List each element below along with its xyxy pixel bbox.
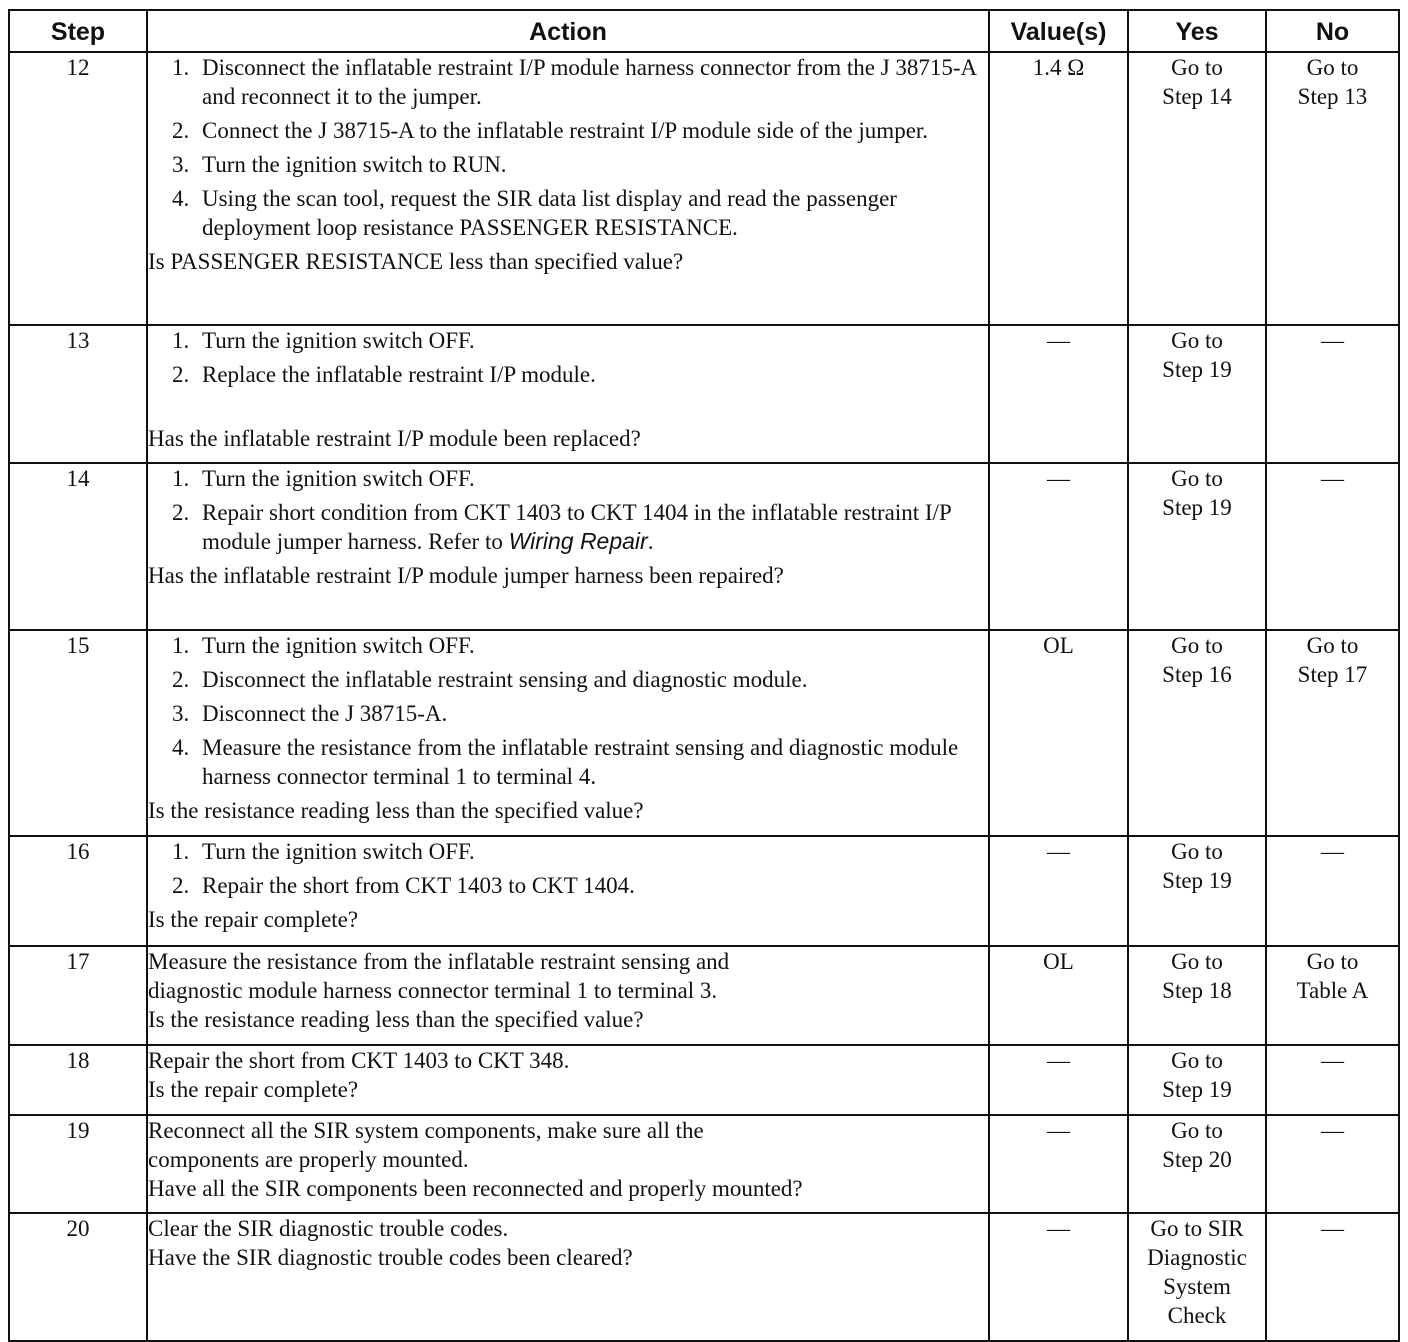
table-row: [9, 1115, 1399, 1213]
action-cell: [147, 325, 989, 463]
action-cell: [147, 1115, 989, 1213]
header-value: Value(s): [989, 10, 1128, 52]
yes-cell: Go to Step 19: [1128, 1045, 1266, 1115]
header-row: [9, 10, 1399, 52]
action-step: 4. Using the scan tool, request the SIR data list display and read the passenger deployment loop resistance PASSENGER RESISTANCE.: [172, 186, 897, 240]
action-question: Is the resistance reading less than the specified value?: [148, 798, 644, 823]
action-step: 2. Connect the J 38715-A to the inflatable restraint I/P module side of the jumper.: [172, 118, 929, 143]
no-cell: Go to Table A: [1266, 946, 1399, 1045]
action-steps: [148, 631, 988, 791]
action-question: Has the inflatable restraint I/P module jumper harness been repaired?: [148, 563, 784, 588]
step-number: 12: [9, 52, 147, 325]
table-row: [9, 1045, 1399, 1115]
yes-cell: Go to SIR Diagnostic System Check: [1128, 1213, 1266, 1341]
action-question: Is the repair complete?: [148, 1077, 359, 1102]
table-row: [9, 463, 1399, 630]
action-step: 2. Replace the inflatable restraint I/P module.: [172, 362, 596, 387]
action-steps: [148, 326, 988, 389]
action-steps: [148, 837, 988, 900]
step-number: 16: [9, 836, 147, 946]
table-row: [9, 836, 1399, 946]
no-cell: —: [1266, 463, 1399, 630]
value-cell: —: [989, 325, 1128, 463]
action-step: 3. Disconnect the J 38715-A.: [172, 701, 448, 726]
header-no: No: [1266, 10, 1399, 52]
no-cell: Go to Step 13: [1266, 52, 1399, 325]
header-step: Step: [9, 10, 147, 52]
action-line: components are properly mounted.: [148, 1147, 469, 1172]
diagnostic-table: [8, 9, 1400, 1342]
yes-cell: Go to Step 19: [1128, 325, 1266, 463]
action-line: Repair the short from CKT 1403 to CKT 348.: [148, 1048, 570, 1073]
table-row: [9, 52, 1399, 325]
action-cell: [147, 52, 989, 325]
yes-cell: Go to Step 19: [1128, 836, 1266, 946]
no-cell: Go to Step 17: [1266, 630, 1399, 836]
table-row: [9, 1213, 1399, 1341]
wiring-repair-reference: Wiring Repair: [508, 528, 648, 554]
yes-cell: Go to Step 14: [1128, 52, 1266, 325]
step-number: 13: [9, 325, 147, 463]
table-row: [9, 946, 1399, 1045]
action-question: Is the resistance reading less than the specified value?: [148, 1007, 644, 1032]
value-cell: 1.4 Ω: [989, 52, 1128, 325]
action-step: 1. Turn the ignition switch OFF.: [172, 633, 475, 658]
action-cell: [147, 1045, 989, 1115]
value-cell: —: [989, 1045, 1128, 1115]
value-cell: OL: [989, 630, 1128, 836]
no-cell: —: [1266, 836, 1399, 946]
header-yes: Yes: [1128, 10, 1266, 52]
value-cell: —: [989, 463, 1128, 630]
action-step: 1. Disconnect the inflatable restraint I/P module harness connector from the J 38715-A and reconnect it to the jumper.: [172, 55, 976, 109]
action-cell: [147, 836, 989, 946]
action-question: Has the inflatable restraint I/P module been replaced?: [148, 426, 641, 451]
action-question: Is the repair complete?: [148, 907, 359, 932]
action-cell: [147, 630, 989, 836]
action-question: Is PASSENGER RESISTANCE less than specified value?: [148, 249, 684, 274]
action-line: Measure the resistance from the inflatable restraint sensing and: [148, 949, 730, 974]
action-step: 2. Disconnect the inflatable restraint sensing and diagnostic module.: [172, 667, 808, 692]
action-line: diagnostic module harness connector terminal 1 to terminal 3.: [148, 978, 718, 1003]
action-cell: [147, 946, 989, 1045]
action-cell: [147, 1213, 989, 1341]
value-cell: —: [989, 1213, 1128, 1341]
action-step: 1. Turn the ignition switch OFF.: [172, 839, 475, 864]
action-steps: [148, 53, 988, 242]
action-cell: [147, 463, 989, 630]
value-cell: —: [989, 1115, 1128, 1213]
step-number: 15: [9, 630, 147, 836]
table-row: [9, 630, 1399, 836]
header-action: Action: [147, 10, 989, 52]
step-number: 20: [9, 1213, 147, 1341]
action-question: Have the SIR diagnostic trouble codes been cleared?: [148, 1245, 633, 1270]
step-number: 17: [9, 946, 147, 1045]
action-question: Have all the SIR components been reconnected and properly mounted?: [148, 1176, 803, 1201]
yes-cell: Go to Step 20: [1128, 1115, 1266, 1213]
table-row: [9, 325, 1399, 463]
action-step: 2. Repair the short from CKT 1403 to CKT 1404.: [172, 873, 635, 898]
step-number: 14: [9, 463, 147, 630]
action-line: Clear the SIR diagnostic trouble codes.: [148, 1216, 509, 1241]
no-cell: —: [1266, 1213, 1399, 1341]
value-cell: —: [989, 836, 1128, 946]
no-cell: —: [1266, 325, 1399, 463]
yes-cell: Go to Step 16: [1128, 630, 1266, 836]
action-step: 1. Turn the ignition switch OFF.: [172, 466, 475, 491]
action-step: 2. Repair short condition from CKT 1403 to CKT 1404 in the inflatable restraint I/P module jumper harness. Refer to Wiring Repair.: [172, 500, 951, 554]
step-number: 18: [9, 1045, 147, 1115]
no-cell: —: [1266, 1045, 1399, 1115]
no-cell: —: [1266, 1115, 1399, 1213]
yes-cell: Go to Step 18: [1128, 946, 1266, 1045]
action-step: 3. Turn the ignition switch to RUN.: [172, 152, 507, 177]
value-cell: OL: [989, 946, 1128, 1045]
step-number: 19: [9, 1115, 147, 1213]
action-steps: [148, 464, 988, 556]
action-step: 1. Turn the ignition switch OFF.: [172, 328, 475, 353]
action-line: Reconnect all the SIR system components, make sure all the: [148, 1118, 704, 1143]
yes-cell: Go to Step 19: [1128, 463, 1266, 630]
action-step: 4. Measure the resistance from the inflatable restraint sensing and diagnostic module harness connector terminal 1 to terminal 4.: [172, 735, 959, 789]
